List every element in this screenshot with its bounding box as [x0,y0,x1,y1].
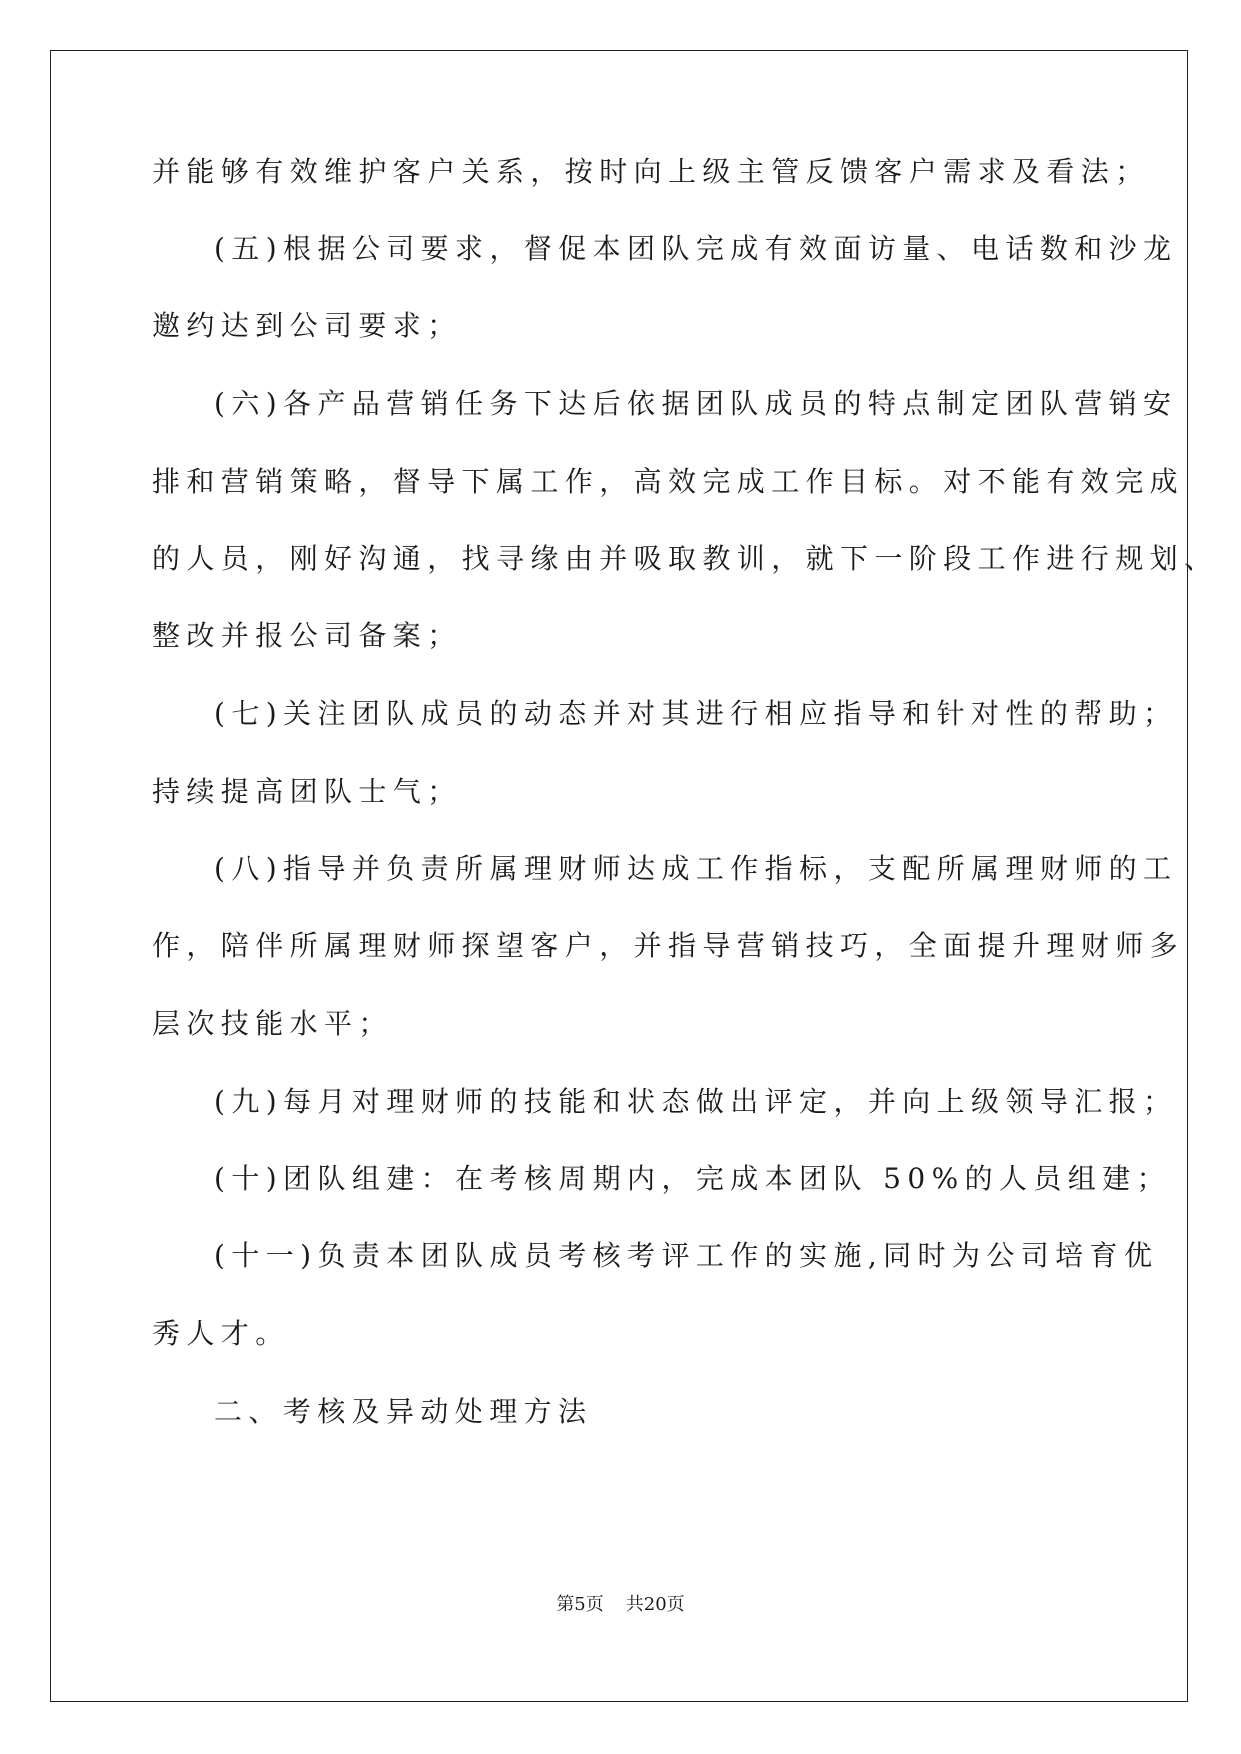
text-line: 并能够有效维护客户关系，按时向上级主管反馈客户需求及看法； [152,155,1150,188]
text-line: 层次技能水平； [152,1007,393,1040]
text-line: (七)关注团队成员的动态并对其进行相应指导和针对性的帮助； [214,697,1178,730]
text-line: 的人员，刚好沟通，找寻缘由并吸取教训，就下一阶段工作进行规划、 [152,542,1219,575]
text-line: 邀约达到公司要求； [152,309,462,342]
section-heading: 二、考核及异动处理方法 [214,1395,593,1428]
text-line: 整改并报公司备案； [152,619,462,652]
text-line: (八)指导并负责所属理财师达成工作指标，支配所属理财师的工 [214,852,1178,885]
page-footer [0,1594,1241,1616]
text-line: 排和营销策略，督导下属工作，高效完成工作目标。对不能有效完成 [152,465,1185,498]
page-number: 第5页 [556,1594,604,1615]
text-line: (九)每月对理财师的技能和状态做出评定，并向上级领导汇报； [214,1085,1178,1118]
text-line: (十)团队组建：在考核周期内，完成本团队 50%的人员组建； [214,1162,1171,1195]
page-total: 共20页 [625,1594,685,1615]
text-line: (十一)负责本团队成员考核考评工作的实施,同时为公司培育优 [214,1239,1159,1272]
text-line: (六)各产品营销任务下达后依据团队成员的特点制定团队营销安 [214,387,1178,420]
text-line: 持续提高团队士气； [152,775,462,808]
text-line: (五)根据公司要求，督促本团队完成有效面访量、电话数和沙龙 [214,232,1178,265]
text-line: 作，陪伴所属理财师探望客户，并指导营销技巧，全面提升理财师多 [152,929,1185,962]
text-line: 秀人才。 [152,1317,290,1350]
